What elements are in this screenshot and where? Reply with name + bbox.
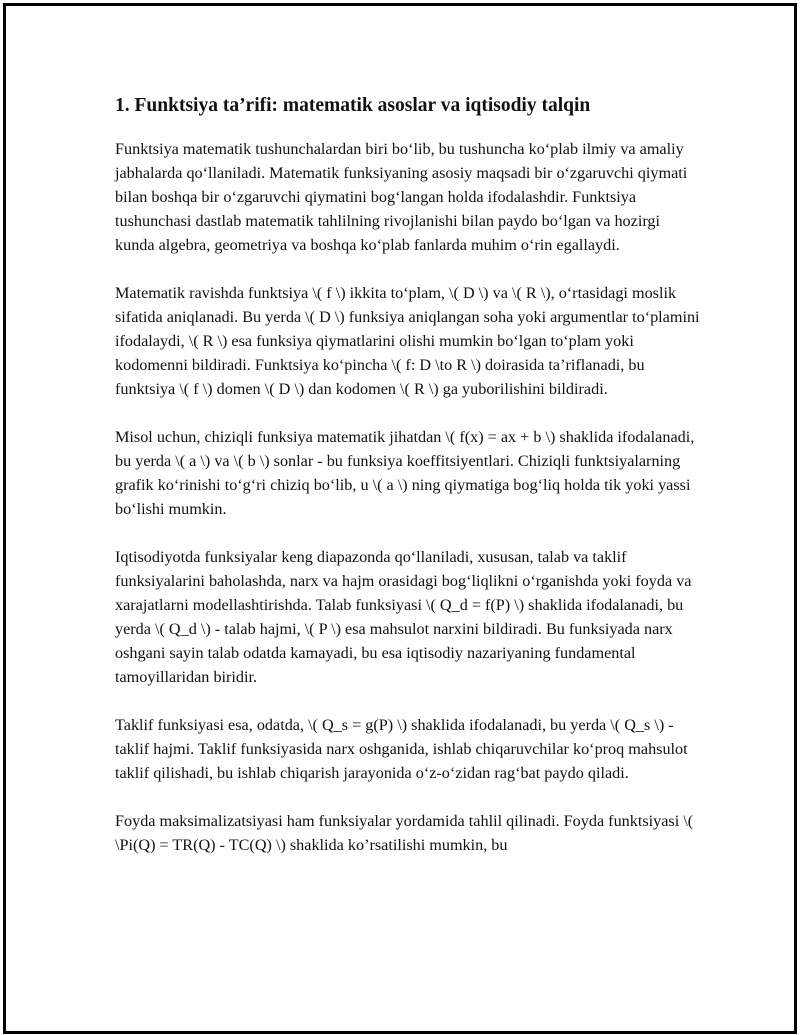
paragraph-supply-function: Taklif funksiyasi esa, odatda, \( Q_s = g(P) \) shaklida ifodalanadi, bu yerda \( Q_s \) - taklif hajmi. Taklif funksiyasida narx oshganida, ishlab chiqaruvchilar ko‘proq mahsulot taklif qilishadi, bu ishlab chiqarish jarayonida o‘z-o‘zidan rag‘bat paydo qiladi. — [115, 716, 688, 782]
paragraph-definition-intro: Funktsiya matematik tushunchalardan biri bo‘lib, bu tushuncha ko‘plab ilmiy va amaliy jabhalarda qo‘llaniladi. Matematik funksiyaning asosiy maqsadi bir o‘zgaruvchi qiymati bilan boshqa bir o‘zgaruvchi qiymatini bog‘langan holda ifodalashdir. Funktsiya tushunchasi dastlab matematik tahlilning rivojlanishi bilan paydo bo‘lgan va hozirgi kunda algebra, geometriya va boshqa ko‘plab fanlarda muhim o‘rin egallaydi. — [115, 140, 688, 254]
document-title: 1. Funktsiya ta’rifi: matematik asoslar va iqtisodiy talqin — [115, 95, 591, 116]
paragraph-demand-function: Iqtisodiyotda funksiyalar keng diapazonda qo‘llaniladi, xususan, talab va taklif funksiyalarini baholashda, narx va hajm orasidagi bog‘liqlikni o‘rganishda yoki foyda va xarajatlarni modellashtirishda. Talab funksiyasi \( Q_d = f(P) \) shaklida ifodalanadi, bu yerda \( Q_d \) - talab hajmi, \( P \) esa mahsulot narxini bildiradi. Bu funksiyada narx oshgani sayin talab odatda kamayadi, bu esa iqtisodiy nazariyaning fundamental tamoyillaridan biridir. — [115, 548, 692, 686]
paragraph-profit-maximization: Foyda maksimalizatsiyasi ham funksiyalar yordamida tahlil qilinadi. Foyda funktsiyasi \( \Pi(Q) = TR(Q) - TC(Q) \) shaklida ko’rsatilishi mumkin, bu — [115, 812, 694, 854]
paragraph-linear-function-example: Misol uchun, chiziqli funksiya matematik jihatdan \( f(x) = ax + b \) shaklida ifodalanadi, bu yerda \( a \) va \( b \) sonlar - bu funksiya koeffitsiyentlari. Chiziqli funktsiyalarning grafik ko‘rinishi to‘g‘ri chiziq bo‘lib, u \( a \) ning qiymatiga bog‘liq holda tik yoki yassi bo‘lishi mumkin. — [115, 428, 695, 518]
document-body — [115, 92, 700, 881]
paragraph-mathematical-definition: Matematik ravishda funktsiya \( f \) ikkita to‘plam, \( D \) va \( R \), o‘rtasidagi moslik sifatida aniqlanadi. Bu yerda \( D \) funksiya aniqlangan soha yoki argumentlar to‘plamini ifodalaydi, \( R \) esa funksiya qiymatlarini olishi mumkin bo‘lgan to‘plam yoki kodomenni bildiradi. Funktsiya ko‘pincha \( f: D \to R \) doirasida ta’riflanadi, bu funktsiya \( f \) domen \( D \) dan kodomen \( R \) ga yuborilishini bildiradi. — [115, 284, 700, 398]
